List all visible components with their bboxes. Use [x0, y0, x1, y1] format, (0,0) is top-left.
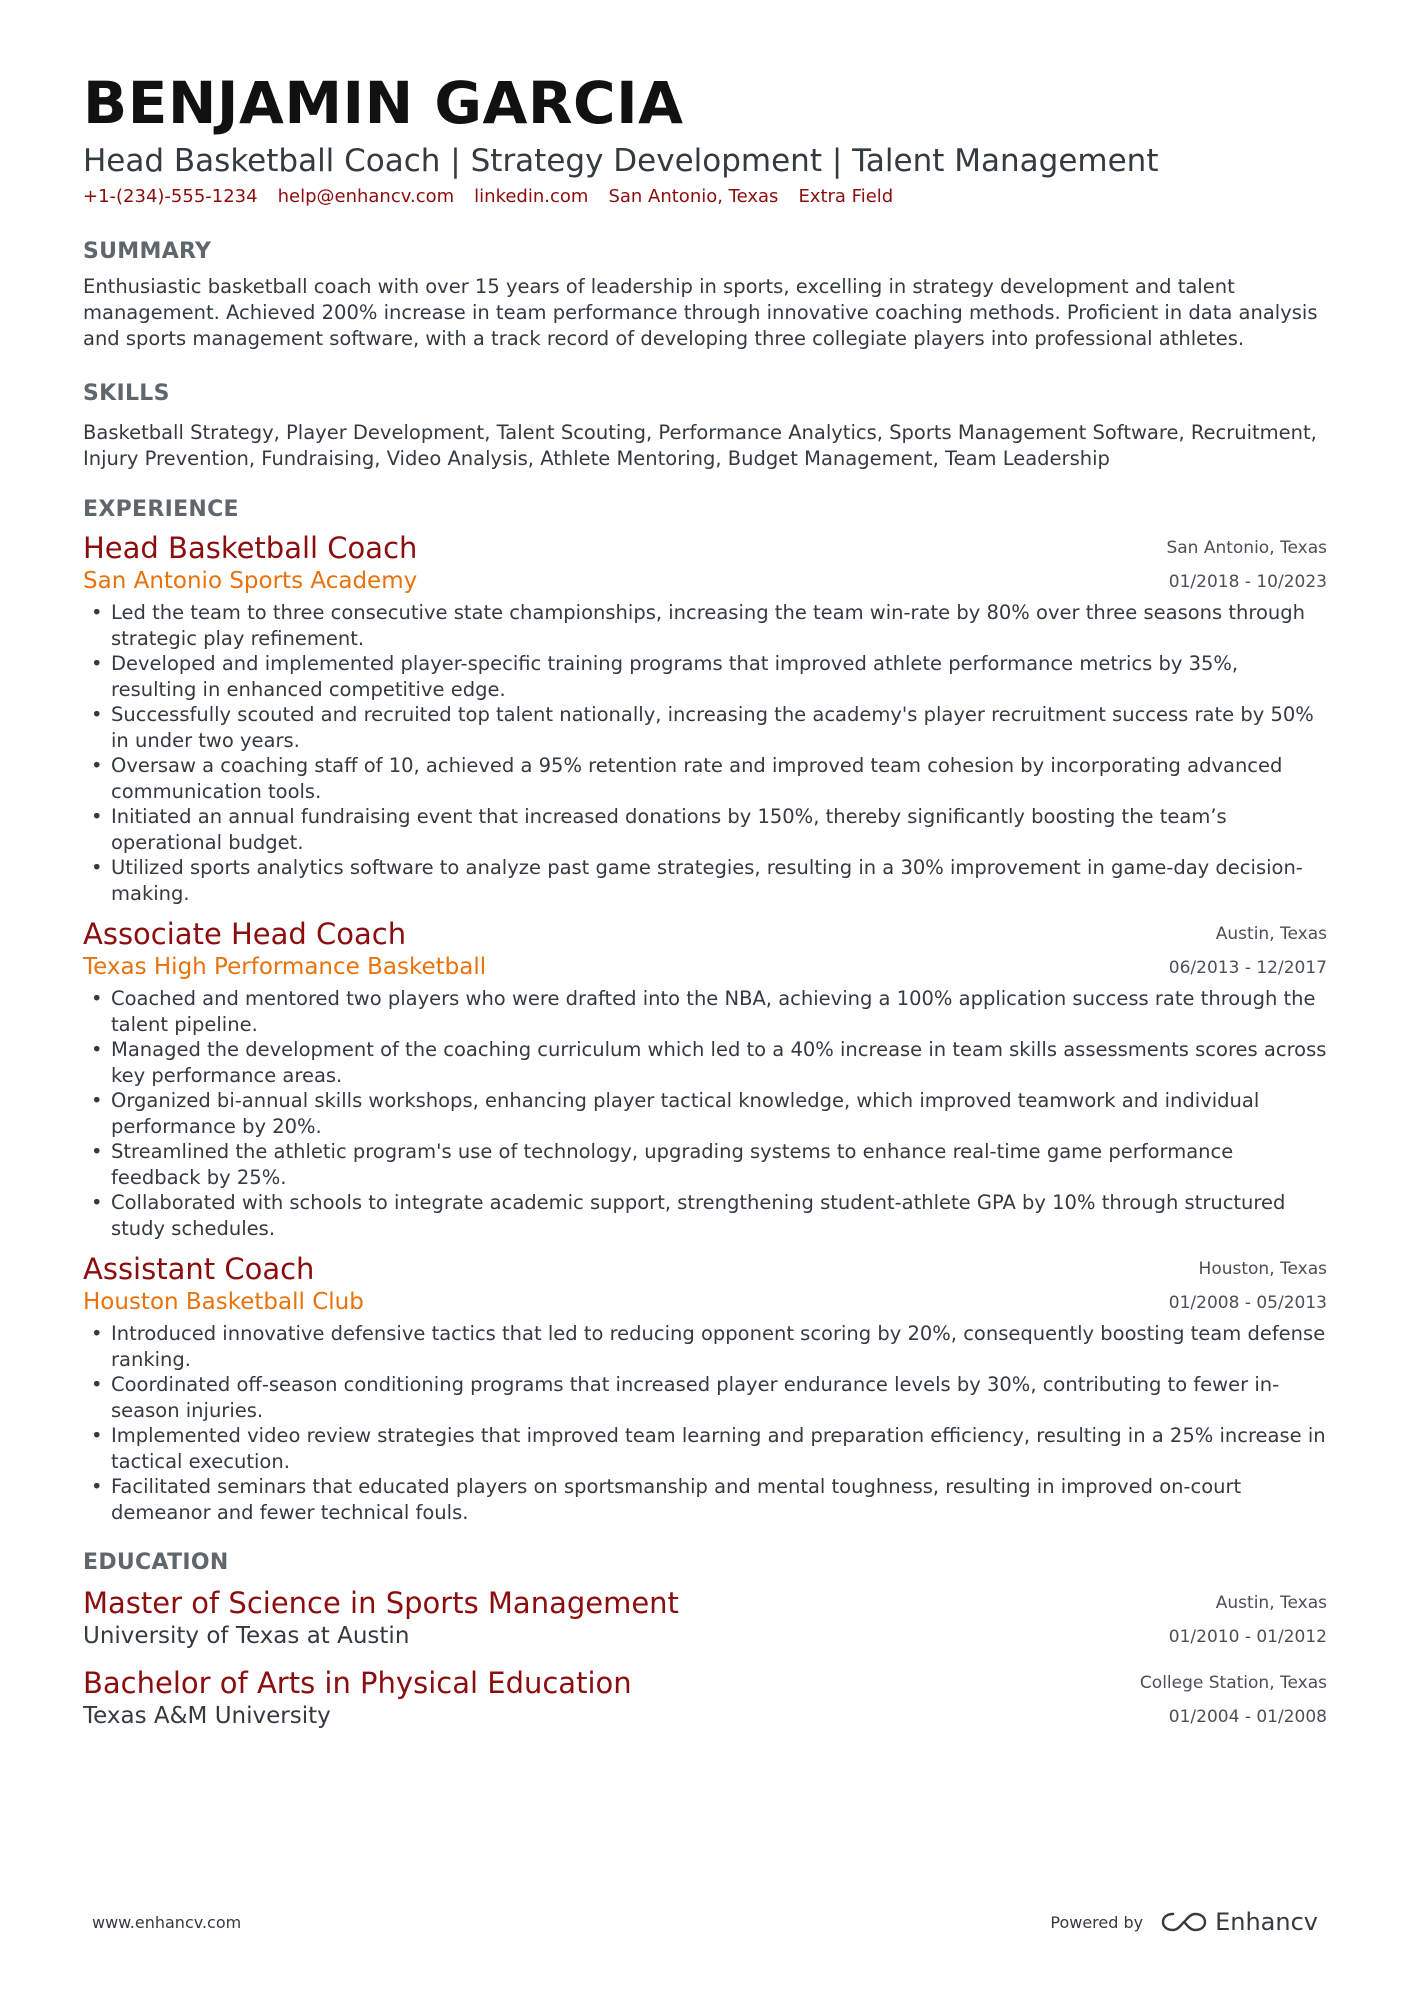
education-entry	[83, 1585, 1327, 1651]
skills-text: Basketball Strategy, Player Development, Talent Scouting, Performance Analytics, Sports Management Software, Recruitment, Injury Prevention, Fundraising, Video Analysis, Athlete Mentoring, Budget Management, Team Leadership	[83, 421, 1317, 470]
education-section	[83, 1549, 1327, 1731]
section-title-summary: SUMMARY	[83, 239, 212, 264]
school-name: Texas A&M University	[83, 1703, 331, 1729]
experience-section	[83, 496, 1327, 1525]
page-footer	[92, 1908, 1318, 1936]
achievement-list	[83, 1321, 1327, 1525]
job-title: Assistant Coach	[83, 1252, 315, 1286]
achievement-item: • Oversaw a coaching staff of 10, achieved a 95% retention rate and improved team cohesion by incorporating advanced communication tools.	[83, 753, 1327, 804]
candidate-name: BENJAMIN GARCIA	[83, 69, 684, 137]
school-location: College Station, Texas	[1139, 1673, 1327, 1693]
achievement-item: • Developed and implemented player-specific training programs that improved athlete performance metrics by 35%, resulting in enhanced competitive edge.	[83, 651, 1327, 702]
brand-name: Enhancv	[1215, 1908, 1318, 1936]
contact-linkedin[interactable]: linkedin.com	[474, 186, 589, 207]
contact-phone[interactable]: +1-(234)-555-1234	[83, 186, 258, 207]
infinity-logo-icon	[1161, 1910, 1207, 1934]
footer-url-link[interactable]: www.enhancv.com	[92, 1912, 242, 1932]
achievement-item: • Introduced innovative defensive tactics that led to reducing opponent scoring by 20%, consequently boosting team defense ranking.	[83, 1321, 1327, 1372]
achievement-item: • Streamlined the athletic program's use of technology, upgrading systems to enhance real-time game performance feedback by 25%.	[83, 1139, 1327, 1190]
achievement-list	[83, 986, 1327, 1241]
job-location: Houston, Texas	[1198, 1259, 1327, 1279]
section-title-experience: EXPERIENCE	[83, 497, 239, 522]
achievement-item: • Collaborated with schools to integrate academic support, strengthening student-athlete GPA by 10% through structured study schedules.	[83, 1190, 1327, 1241]
education-entry-header	[83, 1585, 1327, 1651]
degree-title: Bachelor of Arts in Physical Education	[83, 1666, 632, 1700]
school-dates: 01/2010 - 01/2012	[1168, 1627, 1327, 1647]
job-location: San Antonio, Texas	[1166, 538, 1327, 558]
school-name: University of Texas at Austin	[83, 1623, 410, 1649]
summary-section	[83, 238, 1327, 352]
job-dates: 01/2018 - 10/2023	[1168, 572, 1327, 592]
contact-list	[83, 184, 1327, 210]
degree-title: Master of Science in Sports Management	[83, 1586, 679, 1620]
education-entry	[83, 1665, 1327, 1731]
achievement-item: • Successfully scouted and recruited top talent nationally, increasing the academy's player recruitment success rate by 50% in under two years.	[83, 702, 1327, 753]
job-title: Associate Head Coach	[83, 917, 407, 951]
summary-text: Enthusiastic basketball coach with over 15 years of leadership in sports, excelling in strategy development and talent management. Achieved 200% increase in team performance through innovative coaching methods. Proficient in data analysis and sports management software, with a track record of developing three collegiate players into professional athletes.	[83, 275, 1318, 350]
achievement-item: • Organized bi-annual skills workshops, enhancing player tactical knowledge, which improved teamwork and individual performance by 20%.	[83, 1088, 1327, 1139]
job-title: Head Basketball Coach	[83, 531, 418, 565]
education-entry-header	[83, 1665, 1327, 1731]
achievement-item: • Managed the development of the coaching curriculum which led to a 40% increase in team skills assessments scores across key performance areas.	[83, 1037, 1327, 1088]
experience-entry-header	[83, 530, 1327, 596]
school-dates: 01/2004 - 01/2008	[1168, 1707, 1327, 1727]
brand-logo[interactable]	[1161, 1908, 1318, 1936]
contact-location: San Antonio, Texas	[608, 186, 779, 207]
contact-email[interactable]: help@enhancv.com	[277, 186, 455, 207]
experience-entry-header	[83, 916, 1327, 982]
contact-extra-field: Extra Field	[798, 186, 894, 207]
achievement-item: • Implemented video review strategies that improved team learning and preparation efficiency, resulting in a 25% increase in tactical execution.	[83, 1423, 1327, 1474]
achievement-item: • Initiated an annual fundraising event that increased donations by 150%, thereby significantly boosting the team’s operational budget.	[83, 804, 1327, 855]
company-name: Houston Basketball Club	[83, 1289, 364, 1315]
job-dates: 01/2008 - 05/2013	[1168, 1293, 1327, 1313]
candidate-headline: Head Basketball Coach | Strategy Development | Talent Management	[83, 143, 1159, 179]
experience-entry	[83, 1251, 1327, 1525]
achievement-item: • Coached and mentored two players who were drafted into the NBA, achieving a 100% application success rate through the talent pipeline.	[83, 986, 1327, 1037]
resume-header	[83, 70, 1327, 210]
job-location: Austin, Texas	[1215, 924, 1327, 944]
section-title-education: EDUCATION	[83, 1550, 229, 1575]
achievement-list	[83, 600, 1327, 906]
achievement-item: • Utilized sports analytics software to analyze past game strategies, resulting in a 30% improvement in game-day decision-making.	[83, 855, 1327, 906]
powered-by-label: Powered by	[1050, 1912, 1144, 1932]
school-location: Austin, Texas	[1215, 1593, 1327, 1613]
experience-entry	[83, 916, 1327, 1241]
experience-entry	[83, 530, 1327, 906]
achievement-item: • Coordinated off-season conditioning programs that increased player endurance levels by 30%, contributing to fewer in-season injuries.	[83, 1372, 1327, 1423]
company-name: San Antonio Sports Academy	[83, 568, 418, 594]
powered-by	[1050, 1908, 1318, 1936]
achievement-item: • Facilitated seminars that educated players on sportsmanship and mental toughness, resulting in improved on-court demeanor and fewer technical fouls.	[83, 1474, 1327, 1525]
company-name: Texas High Performance Basketball	[83, 954, 487, 980]
experience-entry-header	[83, 1251, 1327, 1317]
job-dates: 06/2013 - 12/2017	[1168, 958, 1327, 978]
achievement-item: • Led the team to three consecutive state championships, increasing the team win-rate by 80% over three seasons through strategic play refinement.	[83, 600, 1327, 651]
skills-section	[83, 380, 1327, 472]
section-title-skills: SKILLS	[83, 381, 170, 406]
